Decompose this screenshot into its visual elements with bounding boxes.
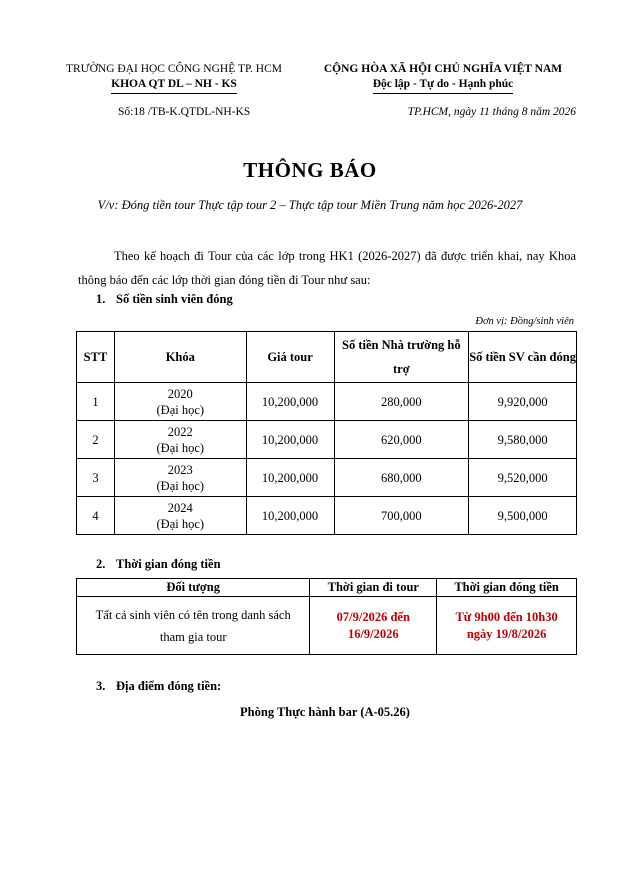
unit-note: Đơn vị: Đồng/sinh viên <box>475 316 574 327</box>
col-header-course: Khóa <box>114 332 246 383</box>
cell-course: 2020 (Đại học) <box>114 383 246 421</box>
fee-table <box>76 331 577 535</box>
intro-paragraph: Theo kế hoạch đi Tour của các lớp trong HK1 (2026-2027) đã được triển khai, nay Khoa thông báo đến các lớp thời gian đóng tiền đi Tour như sau: <box>78 249 576 287</box>
cell-support: 280,000 <box>334 383 469 421</box>
cell-course: 2022 (Đại học) <box>114 421 246 459</box>
col-header-tour-time: Thời gian đi tour <box>310 579 437 597</box>
payment-location: Phòng Thực hành bar (A-05.26) <box>240 705 410 719</box>
country-name: CỘNG HÒA XÃ HỘI CHỦ NGHĨA VIỆT NAM <box>323 63 563 75</box>
cell-price: 10,200,000 <box>246 383 334 421</box>
table-row <box>77 421 577 459</box>
col-header-due: Số tiền SV cần đóng <box>469 332 577 383</box>
table-row <box>77 383 577 421</box>
table-row <box>77 597 577 655</box>
cell-price: 10,200,000 <box>246 459 334 497</box>
cell-due: 9,920,000 <box>469 383 577 421</box>
section-2-heading: 2. Thời gian đóng tiền <box>96 557 221 571</box>
cell-course: 2024 (Đại học) <box>114 497 246 535</box>
national-motto: Độc lập - Tự do - Hạnh phúc <box>373 77 514 94</box>
issuer-block <box>58 62 290 94</box>
cell-tour-time: 07/9/2026 đến 16/9/2026 <box>310 597 437 655</box>
col-header-pay-time: Thời gian đóng tiền <box>437 579 577 597</box>
document-date: TP.HCM, ngày 11 tháng 8 năm 2026 <box>407 106 576 118</box>
cell-stt: 2 <box>77 421 115 459</box>
cell-support: 700,000 <box>334 497 469 535</box>
cell-course: 2023 (Đại học) <box>114 459 246 497</box>
cell-due: 9,580,000 <box>469 421 577 459</box>
col-header-stt: STT <box>77 332 115 383</box>
fee-table-header <box>77 332 577 383</box>
cell-stt: 1 <box>77 383 115 421</box>
cell-price: 10,200,000 <box>246 497 334 535</box>
table-row <box>77 497 577 535</box>
cell-support: 620,000 <box>334 421 469 459</box>
page-title: THÔNG BÁO <box>243 158 377 182</box>
cell-pay-time: Từ 9h00 đến 10h30 ngày 19/8/2026 <box>437 597 577 655</box>
col-header-subject: Đối tượng <box>77 579 310 597</box>
cell-support: 680,000 <box>334 459 469 497</box>
faculty-name: KHOA QT DL – NH - KS <box>111 77 237 94</box>
section-3-heading: 3. Địa điểm đóng tiền: <box>96 679 222 693</box>
time-table-header <box>77 579 577 597</box>
col-header-support: Số tiền Nhà trường hỗ trợ <box>334 332 469 383</box>
col-header-price: Giá tour <box>246 332 334 383</box>
section-1-heading: 1. Số tiền sinh viên đóng <box>96 292 233 306</box>
university-name: TRƯỜNG ĐẠI HỌC CÔNG NGHỆ TP. HCM <box>65 63 283 75</box>
document-number: Số:18 /TB-K.QTDL-NH-KS <box>118 106 251 118</box>
cell-price: 10,200,000 <box>246 421 334 459</box>
national-motto-block <box>312 62 574 94</box>
document-subject: V/v: Đóng tiền tour Thực tập tour 2 – Thực tập tour Miền Trung năm học 2026-2027 <box>97 198 523 212</box>
payment-time-table <box>76 578 577 655</box>
table-row <box>77 459 577 497</box>
cell-stt: 3 <box>77 459 115 497</box>
cell-due: 9,500,000 <box>469 497 577 535</box>
cell-subject: Tất cả sinh viên có tên trong danh sách tham gia tour <box>77 597 310 655</box>
cell-stt: 4 <box>77 497 115 535</box>
cell-due: 9,520,000 <box>469 459 577 497</box>
